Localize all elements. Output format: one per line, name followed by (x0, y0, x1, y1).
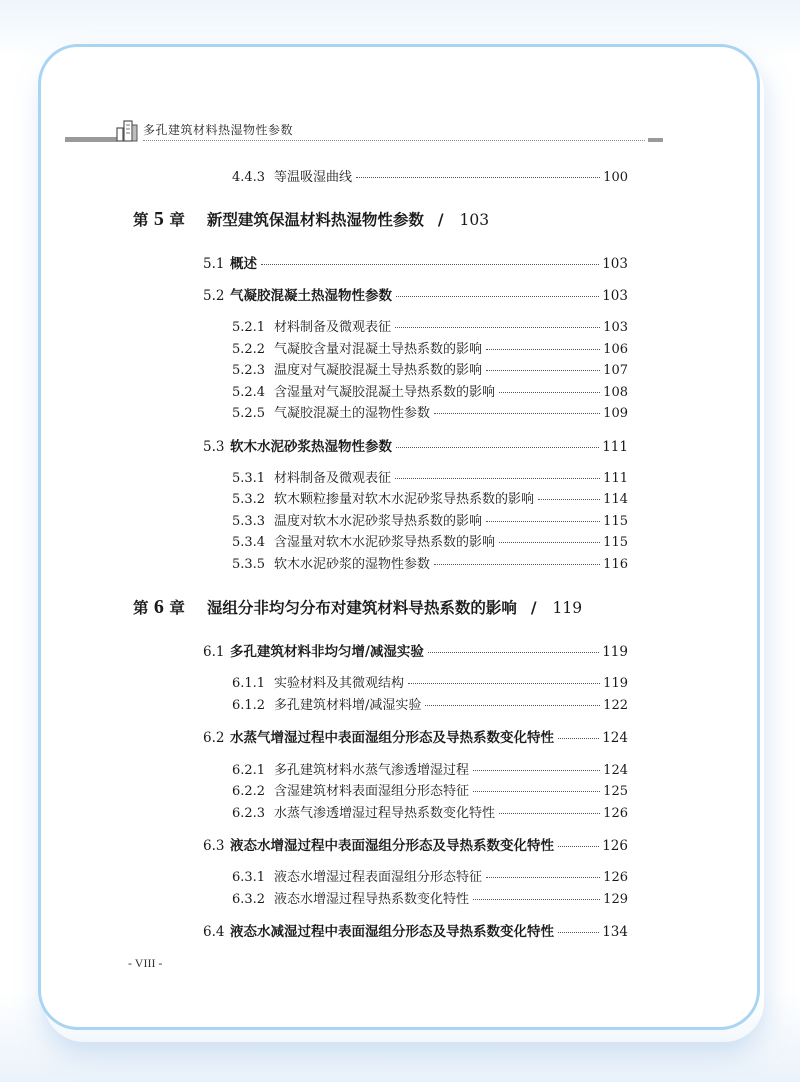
entry-title: 温度对软木水泥砂浆导热系数的影响 (274, 514, 483, 529)
toc-section-5-2[interactable] (203, 284, 628, 304)
entry-number: 6.2.3 (232, 806, 266, 821)
entry-number: 5.2 (203, 288, 225, 304)
dot-leader (261, 264, 599, 265)
toc-entry-5-3-1[interactable] (232, 467, 628, 487)
chapter-number: 6 (153, 596, 164, 618)
entry-number: 5.2.1 (232, 320, 266, 335)
entry-page: 116 (603, 557, 628, 572)
entry-title: 含湿量对气凝胶混凝土导热系数的影响 (274, 385, 496, 400)
chapter-page: 103 (459, 211, 490, 229)
entry-title: 多孔建筑材料水蒸气渗透增湿过程 (274, 763, 470, 778)
entry-number: 6.3.1 (232, 870, 266, 885)
entry-number: 6.3 (203, 838, 225, 854)
entry-title: 实验材料及其微观结构 (274, 676, 405, 691)
toc-entry-5-2-3[interactable] (232, 359, 628, 379)
dot-leader (396, 447, 599, 448)
toc-section-6-2[interactable] (203, 726, 628, 746)
dot-leader (558, 932, 599, 933)
entry-page: 103 (603, 320, 628, 335)
entry-number: 4.4.3 (232, 170, 266, 185)
toc-entry-4-4-3[interactable] (232, 166, 628, 186)
dot-leader (473, 899, 600, 900)
entry-page: 119 (603, 676, 628, 691)
entry-page: 100 (603, 170, 628, 185)
dot-leader (499, 813, 600, 814)
chapter-separator: / (437, 210, 444, 229)
entry-number: 6.1.1 (232, 676, 266, 691)
entry-page: 126 (603, 870, 628, 885)
toc-chapter-5[interactable] (133, 208, 489, 228)
toc-entry-5-2-4[interactable] (232, 381, 628, 401)
dot-leader (428, 652, 599, 653)
entry-number: 5.3.2 (232, 492, 266, 507)
entry-number: 5.3.5 (232, 557, 266, 572)
entry-number: 6.4 (203, 924, 225, 940)
toc-section-6-1[interactable] (203, 640, 628, 660)
chapter-suffix: 章 (169, 598, 185, 617)
entry-page: 124 (603, 763, 628, 778)
toc-section-5-1[interactable] (203, 252, 628, 272)
dot-leader (499, 392, 600, 393)
entry-title: 材料制备及微观表征 (274, 471, 392, 486)
entry-number: 6.2 (203, 730, 225, 746)
entry-page: 119 (602, 644, 628, 660)
chapter-title: 新型建筑保温材料热湿物性参数 (206, 210, 424, 229)
entry-page: 108 (603, 385, 628, 400)
chapter-prefix: 第 (133, 210, 149, 229)
entry-title: 等温吸湿曲线 (274, 170, 353, 185)
entry-title: 含湿量对软木水泥砂浆导热系数的影响 (274, 535, 496, 550)
toc-entry-5-2-1[interactable] (232, 316, 628, 336)
entry-title: 概述 (230, 256, 257, 272)
toc-entry-6-3-1[interactable] (232, 866, 628, 886)
entry-page: 122 (603, 698, 628, 713)
entry-page: 115 (603, 535, 628, 550)
toc-entry-6-2-1[interactable] (232, 759, 628, 779)
dot-leader (408, 683, 600, 684)
entry-title: 多孔建筑材料增/减湿实验 (274, 698, 422, 713)
entry-page: 115 (603, 514, 628, 529)
toc-chapter-6[interactable] (133, 596, 582, 616)
toc-entry-6-2-2[interactable] (232, 780, 628, 800)
entry-title: 水蒸气渗透增湿过程导热系数变化特性 (274, 806, 496, 821)
chapter-number: 5 (153, 208, 164, 230)
entry-number: 5.1 (203, 256, 225, 272)
dot-leader (473, 770, 600, 771)
toc-section-6-4[interactable] (203, 920, 628, 940)
entry-number: 5.3.4 (232, 535, 266, 550)
dot-leader (434, 413, 600, 414)
toc-entry-6-1-2[interactable] (232, 694, 628, 714)
toc-entry-5-3-5[interactable] (232, 553, 628, 573)
dot-leader (558, 846, 599, 847)
entry-page: 106 (603, 342, 628, 357)
toc-entry-5-3-4[interactable] (232, 531, 628, 551)
dot-leader (499, 542, 600, 543)
entry-page: 103 (602, 288, 628, 304)
entry-title: 软木水泥砂浆的湿物性参数 (274, 557, 431, 572)
entry-number: 6.3.2 (232, 892, 266, 907)
entry-number: 5.2.4 (232, 385, 266, 400)
entry-number: 5.3.1 (232, 471, 266, 486)
chapter-label (133, 208, 185, 231)
chapter-prefix: 第 (133, 598, 149, 617)
toc-entry-5-3-2[interactable] (232, 488, 628, 508)
toc-section-5-3[interactable] (203, 435, 628, 455)
entry-number: 5.2.5 (232, 406, 266, 421)
dot-leader (486, 521, 600, 522)
entry-title: 气凝胶含量对混凝土导热系数的影响 (274, 342, 483, 357)
toc-entry-5-3-3[interactable] (232, 510, 628, 530)
entry-title: 水蒸气增湿过程中表面湿组分形态及导热系数变化特性 (230, 730, 554, 746)
entry-title: 液态水增湿过程中表面湿组分形态及导热系数变化特性 (230, 838, 554, 854)
entry-number: 5.3.3 (232, 514, 266, 529)
entry-page: 134 (602, 924, 628, 940)
entry-number: 5.3 (203, 439, 225, 455)
dot-leader (395, 478, 600, 479)
dot-leader (538, 499, 600, 500)
header-book-title: 多孔建筑材料热湿物性参数 (143, 123, 294, 137)
entry-number: 6.2.1 (232, 763, 266, 778)
dot-leader (486, 349, 600, 350)
dot-leader (395, 327, 600, 328)
dot-leader (434, 564, 600, 565)
toc-entry-6-2-3[interactable] (232, 802, 628, 822)
entry-title: 材料制备及微观表征 (274, 320, 392, 335)
entry-number: 5.2.2 (232, 342, 266, 357)
dot-leader (396, 296, 599, 297)
entry-title: 液态水增湿过程表面湿组分形态特征 (274, 870, 483, 885)
entry-title: 气凝胶混凝土的湿物性参数 (274, 406, 431, 421)
entry-page: 126 (603, 806, 628, 821)
entry-title: 软木水泥砂浆热湿物性参数 (230, 439, 392, 455)
dot-leader (558, 738, 599, 739)
entry-number: 6.2.2 (232, 784, 266, 799)
entry-number: 5.2.3 (232, 363, 266, 378)
entry-title: 含湿建筑材料表面湿组分形态特征 (274, 784, 470, 799)
chapter-separator: / (530, 598, 537, 617)
entry-title: 软木颗粒掺量对软木水泥砂浆导热系数的影响 (274, 492, 535, 507)
toc-entry-6-1-1[interactable] (232, 672, 628, 692)
dot-leader (486, 877, 600, 878)
entry-page: 114 (603, 492, 628, 507)
toc-section-6-3[interactable] (203, 834, 628, 854)
dot-leader (486, 370, 600, 371)
chapter-label (133, 596, 185, 619)
toc-entry-6-3-2[interactable] (232, 888, 628, 908)
entry-page: 125 (603, 784, 628, 799)
chapter-suffix: 章 (169, 210, 185, 229)
entry-page: 126 (602, 838, 628, 854)
entry-page: 129 (603, 892, 628, 907)
entry-page: 111 (602, 439, 628, 455)
entry-number: 6.1.2 (232, 698, 266, 713)
entry-page: 107 (603, 363, 628, 378)
entry-page: 109 (603, 406, 628, 421)
dot-leader (425, 705, 600, 706)
entry-title: 多孔建筑材料非均匀增/减湿实验 (230, 644, 424, 660)
entry-title: 温度对气凝胶混凝土导热系数的影响 (274, 363, 483, 378)
chapter-page: 119 (552, 599, 583, 617)
entry-page: 111 (603, 471, 628, 486)
entry-number: 6.1 (203, 644, 225, 660)
toc-entry-5-2-2[interactable] (232, 338, 628, 358)
entry-title: 气凝胶混凝土热湿物性参数 (230, 288, 392, 304)
entry-title: 液态水增湿过程导热系数变化特性 (274, 892, 470, 907)
dot-leader (473, 791, 600, 792)
page-number: - VIII - (128, 956, 163, 970)
dot-leader (356, 177, 600, 178)
entry-page: 103 (602, 256, 628, 272)
chapter-title: 湿组分非均匀分布对建筑材料导热系数的影响 (206, 598, 517, 617)
toc-entry-5-2-5[interactable] (232, 402, 628, 422)
entry-title: 液态水减湿过程中表面湿组分形态及导热系数变化特性 (230, 924, 554, 940)
entry-page: 124 (602, 730, 628, 746)
